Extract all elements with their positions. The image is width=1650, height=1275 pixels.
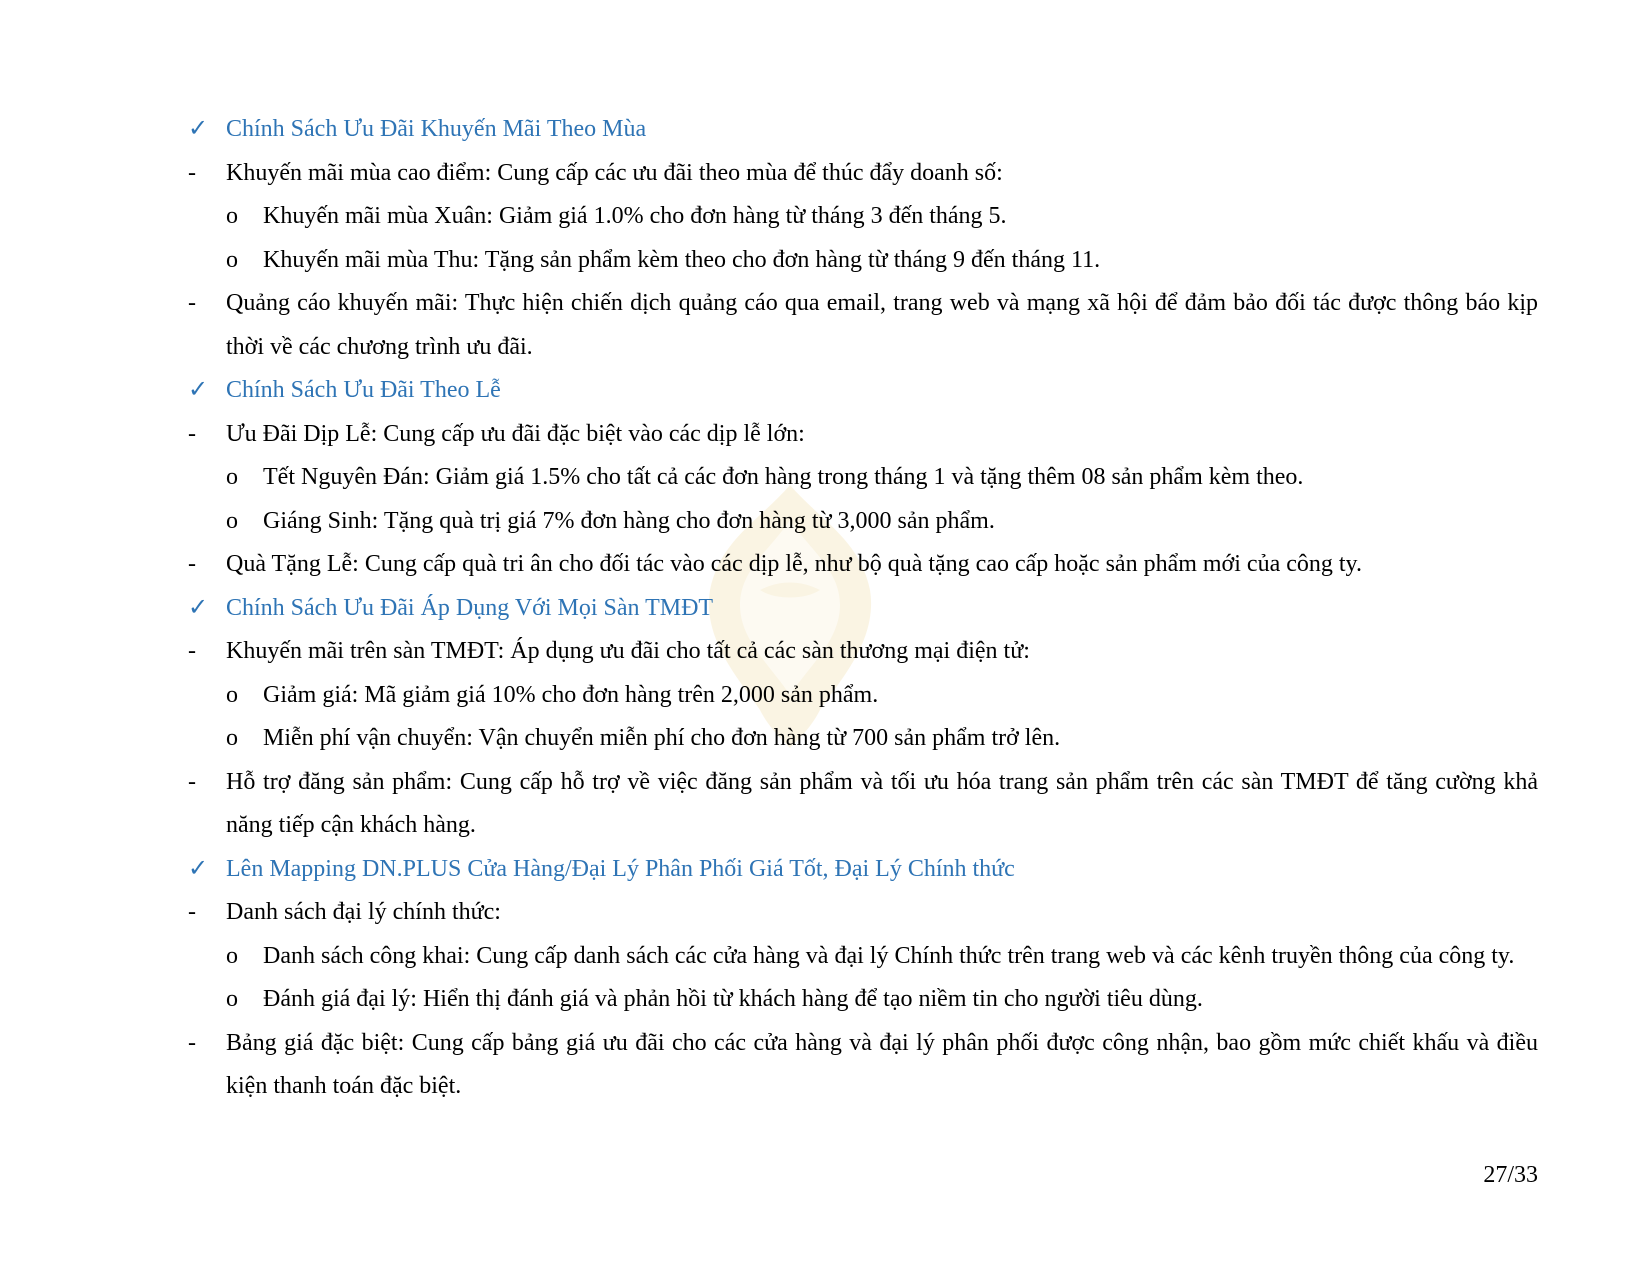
sub-list-item <box>188 978 1538 1022</box>
list-item <box>188 413 1538 457</box>
dash-bullet: - <box>188 551 196 577</box>
sub-list-item <box>188 195 1538 239</box>
checkmark-icon: ✓ <box>188 855 209 882</box>
sub-list-item-text: Đánh giá đại lý: Hiển thị đánh giá và phản hồi từ khách hàng để tạo niềm tin cho người tiêu dùng. <box>263 986 1203 1012</box>
circle-bullet: o <box>226 986 238 1012</box>
list-item-text: Quảng cáo khuyến mãi: Thực hiện chiến dịch quảng cáo qua email, trang web và mạng xã hội để đảm bảo đối tác được thông báo kịp thời về các chương trình ưu đãi. <box>226 290 1538 360</box>
list-item-text: Bảng giá đặc biệt: Cung cấp bảng giá ưu đãi cho các cửa hàng và đại lý phân phối được công nhận, bao gồm mức chiết khấu và điều kiện thanh toán đặc biệt. <box>226 1029 1538 1099</box>
checkmark-icon: ✓ <box>188 377 209 403</box>
sub-list-item <box>188 500 1538 544</box>
list-item-text: Danh sách đại lý chính thức: <box>226 899 501 925</box>
list-item <box>188 1022 1538 1109</box>
list-item-text: Hỗ trợ đăng sản phẩm: Cung cấp hỗ trợ về việc đăng sản phẩm và tối ưu hóa trang sản phẩm trên các sàn TMĐT để tăng cường khả năng tiếp cận khách hàng. <box>226 768 1538 838</box>
sub-list-item-text: Khuyến mãi mùa Thu: Tặng sản phẩm kèm theo cho đơn hàng từ tháng 9 đến tháng 11. <box>263 246 1101 273</box>
section-heading <box>188 108 1538 152</box>
list-item-text: Quà Tặng Lễ: Cung cấp quà tri ân cho đối tác vào các dịp lễ, như bộ quà tặng cao cấp hoặc sản phẩm mới của công ty. <box>226 551 1362 577</box>
policy-section <box>188 587 1538 848</box>
circle-bullet: o <box>226 507 238 534</box>
sub-list-item <box>188 456 1538 500</box>
list-item <box>188 152 1538 196</box>
document-body <box>188 108 1538 1109</box>
list-item <box>188 761 1538 848</box>
circle-bullet: o <box>226 942 238 969</box>
list-item <box>188 543 1538 587</box>
sub-list-item-text: Giảm giá: Mã giảm giá 10% cho đơn hàng trên 2,000 sản phẩm. <box>263 681 879 708</box>
section-heading <box>188 369 1538 413</box>
checkmark-icon: ✓ <box>188 116 209 142</box>
circle-bullet: o <box>226 246 238 273</box>
list-item <box>188 282 1538 369</box>
section-heading <box>188 848 1538 892</box>
checkmark-icon: ✓ <box>188 594 209 621</box>
section-heading-text: Chính Sách Ưu Đãi Khuyến Mãi Theo Mùa <box>226 116 647 142</box>
dash-bullet: - <box>188 420 196 447</box>
section-heading-text: Lên Mapping DN.PLUS Cửa Hàng/Đại Lý Phân Phối Giá Tốt, Đại Lý Chính thức <box>226 855 1015 882</box>
circle-bullet: o <box>226 203 238 229</box>
circle-bullet: o <box>226 464 238 490</box>
section-heading-text: Chính Sách Ưu Đãi Áp Dụng Với Mọi Sàn TMĐT <box>226 594 714 621</box>
list-item <box>188 630 1538 674</box>
list-item-text: Khuyến mãi trên sàn TMĐT: Áp dụng ưu đãi cho tất cả các sàn thương mại điện tử: <box>226 638 1030 664</box>
sub-list-item <box>188 239 1538 283</box>
sub-list-item-text: Danh sách công khai: Cung cấp danh sách các cửa hàng và đại lý Chính thức trên trang web và các kênh truyền thông của công ty. <box>263 942 1515 969</box>
dash-bullet: - <box>188 899 196 925</box>
dash-bullet: - <box>188 638 196 664</box>
policy-section <box>188 108 1538 369</box>
list-item-text: Ưu Đãi Dịp Lễ: Cung cấp ưu đãi đặc biệt vào các dịp lễ lớn: <box>226 420 805 447</box>
dash-bullet: - <box>188 290 196 316</box>
policy-section <box>188 848 1538 1109</box>
dash-bullet: - <box>188 1029 196 1056</box>
dash-bullet: - <box>188 768 196 795</box>
sub-list-item-text: Khuyến mãi mùa Xuân: Giảm giá 1.0% cho đơn hàng từ tháng 3 đến tháng 5. <box>263 203 1007 229</box>
page-number: 27/33 <box>1483 1162 1538 1188</box>
section-heading-text: Chính Sách Ưu Đãi Theo Lễ <box>226 377 501 403</box>
sub-list-item-text: Miễn phí vận chuyển: Vận chuyển miễn phí cho đơn hàng từ 700 sản phẩm trở lên. <box>263 725 1061 751</box>
circle-bullet: o <box>226 681 238 708</box>
dash-bullet: - <box>188 159 196 186</box>
circle-bullet: o <box>226 725 238 751</box>
sub-list-item <box>188 717 1538 761</box>
list-item <box>188 891 1538 935</box>
list-item-text: Khuyến mãi mùa cao điểm: Cung cấp các ưu đãi theo mùa để thúc đẩy doanh số: <box>226 159 1003 186</box>
policy-section <box>188 369 1538 587</box>
sub-list-item-text: Giáng Sinh: Tặng quà trị giá 7% đơn hàng cho đơn hàng từ 3,000 sản phẩm. <box>263 507 995 534</box>
sub-list-item <box>188 674 1538 718</box>
sub-list-item <box>188 935 1538 979</box>
section-heading <box>188 587 1538 631</box>
sub-list-item-text: Tết Nguyên Đán: Giảm giá 1.5% cho tất cả các đơn hàng trong tháng 1 và tặng thêm 08 sản phẩm kèm theo. <box>263 464 1304 490</box>
